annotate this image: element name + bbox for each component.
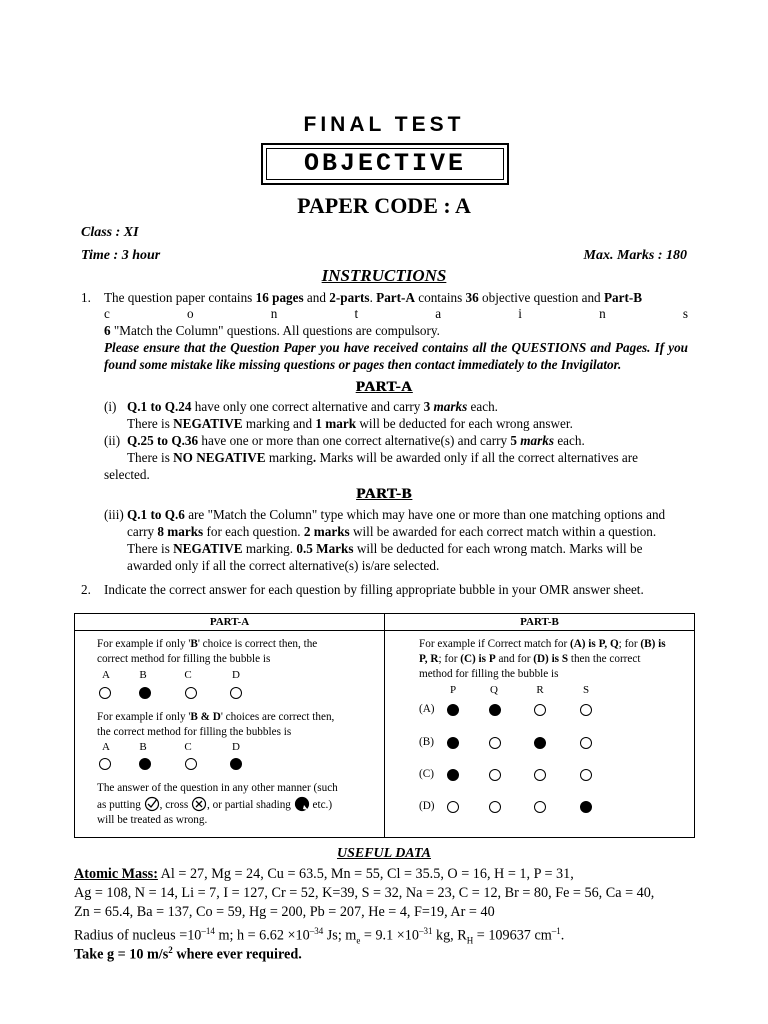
match-col-label-q: Q — [490, 684, 498, 696]
class-label: Class : XI — [81, 225, 139, 240]
item1-spread-line: c o n t a i n s — [104, 306, 688, 321]
match-bubble-p — [447, 737, 459, 749]
match-bubble-s — [580, 801, 592, 813]
match-bubble-r — [534, 737, 546, 749]
part-b-example-text: For example if Correct match for (A) is P, Q; for (B) is P, R; for (C) is P and for (D) is S then the correct method for filling the bubble is — [419, 638, 666, 680]
atomic-mass-line1: Atomic Mass: Al = 27, Mg = 24, Cu = 63.5, Mn = 55, Cl = 35.5, O = 16, H = 1, P = 31, — [74, 866, 574, 882]
part-a-example-cell — [75, 631, 385, 838]
part-a-example2-text: For example if only 'B & D' choices are correct then, the correct method for filling the bubbles is — [97, 711, 335, 738]
match-bubble-q — [489, 737, 501, 749]
part-a-i-line: Q.1 to Q.24 have only one correct alternative and carry 3 marks each. — [127, 399, 498, 414]
part-a-i-number: (i) — [104, 399, 117, 414]
part-a-heading: PART-A — [355, 379, 413, 395]
option-label-d: D — [232, 741, 240, 753]
partial-shading-bubble-icon — [294, 796, 310, 812]
match-row-label: (B) — [419, 736, 434, 748]
part-a-ii-selected: selected. — [104, 467, 150, 482]
part-a-example1-text: For example if only 'B' choice is correct then, the correct method for filling the bubble is — [97, 638, 318, 665]
option-label-a: A — [102, 669, 110, 681]
match-bubble-s — [580, 769, 592, 781]
objective-label: OBJECTIVE — [266, 148, 504, 180]
part-a-i-negative-line: There is NEGATIVE marking and 1 mark will be deducted for each wrong answer. — [127, 416, 573, 431]
item2-text: Indicate the correct answer for each question by filling appropriate bubble in your OMR answer sheet. — [104, 582, 644, 597]
cross-bubble-icon — [191, 796, 207, 812]
match-bubble-p — [447, 801, 459, 813]
instructions-heading: INSTRUCTIONS — [321, 266, 447, 285]
part-b-iii-line1: Q.1 to Q.6 are "Match the Column" type which may have one or more than one matching options and — [127, 507, 666, 522]
option-bubble-c — [185, 687, 197, 699]
option-label-a: A — [102, 741, 110, 753]
constants-line: Radius of nucleus $=10^{-14}$ m; $h = 6.62 \times 10^{-34}$ Js; $m_e = 9.1 \times 10^{-31}$ kg, $R_H = 109637$ $cm^{-1}$. — [74, 926, 565, 946]
time-label: Time : 3 hour — [81, 248, 161, 263]
option-bubble-c — [185, 758, 197, 770]
part-b-column-header: PART-B — [385, 614, 695, 631]
part-b-iii-line4: awarded only if all the correct alternative(s) is/are selected. — [127, 558, 440, 573]
match-bubble-q — [489, 704, 501, 716]
item1-line1: The question paper contains 16 pages and 2-parts. Part-A contains 36 objective question and Part-B — [104, 290, 643, 305]
item1-line3: 6 "Match the Column" questions. All questions are compulsory. — [104, 323, 440, 338]
part-a-ii-negative-line: There is NO NEGATIVE marking. Marks will be awarded only if all the correct alternatives are — [127, 450, 638, 465]
match-row-label: (D) — [419, 800, 435, 812]
objective-box — [261, 143, 509, 185]
option-label-b: B — [139, 669, 147, 681]
match-col-label-s: S — [582, 684, 590, 696]
option-bubble-d — [230, 687, 242, 699]
option-bubble-b — [139, 687, 151, 699]
part-b-iii-line3: There is NEGATIVE marking. 0.5 Marks will be deducted for each wrong match. Marks will be — [127, 541, 643, 556]
option-label-c: C — [184, 669, 192, 681]
match-col-label-p: P — [449, 684, 457, 696]
useful-data-heading: USEFUL DATA — [336, 846, 431, 861]
atomic-mass-line3: Zn = 65.4, Ba = 137, Co = 59, Hg = 200, Pb = 207, He = 4, F=19, Ar = 40 — [74, 904, 495, 920]
match-bubble-r — [534, 801, 546, 813]
part-b-example-cell — [385, 631, 695, 838]
option-bubble-a — [99, 687, 111, 699]
match-col-label-r: R — [536, 684, 544, 696]
part-a-example3-text: The answer of the question in any other manner (such as putting , cross , or partial shading etc.) will be treated as wrong. — [97, 782, 338, 826]
option-bubble-b — [139, 758, 151, 770]
option-bubble-d — [230, 758, 242, 770]
option-bubble-a — [99, 758, 111, 770]
part-b-iii-number: (iii) — [104, 507, 124, 522]
match-row-label: (A) — [419, 703, 435, 715]
match-bubble-p — [447, 704, 459, 716]
paper-code: PAPER CODE : A — [297, 193, 471, 218]
match-bubble-r — [534, 704, 546, 716]
match-bubble-q — [489, 769, 501, 781]
part-b-iii-line2: carry 8 marks for each question. 2 marks will be awarded for each correct match within a question. — [127, 524, 657, 539]
tick-bubble-icon — [144, 796, 160, 812]
item2-number: 2. — [81, 582, 91, 597]
test-title: FINAL TEST — [303, 113, 465, 136]
part-a-column-header: PART-A — [75, 614, 385, 631]
part-b-heading: PART-B — [356, 486, 412, 502]
part-a-ii-number: (ii) — [104, 433, 121, 448]
match-bubble-r — [534, 769, 546, 781]
match-bubble-p — [447, 769, 459, 781]
option-label-d: D — [232, 669, 240, 681]
option-label-b: B — [139, 741, 147, 753]
item1-note: Please ensure that the Question Paper you have received contains all the QUESTIONS and Pages. If you found some mistake like missing questions or pages then contact immediately to the Invigilator. — [104, 340, 688, 372]
gravity-line: Take g = 10 $m/s^2$ where ever required. — [74, 945, 302, 963]
part-a-ii-line: Q.25 to Q.36 have one or more than one correct alternative(s) and carry 5 marks each. — [127, 433, 585, 448]
item1-number: 1. — [81, 290, 91, 305]
match-bubble-q — [489, 801, 501, 813]
match-row-label: (C) — [419, 768, 434, 780]
atomic-mass-line2: Ag = 108, N = 14, Li = 7, I = 127, Cr = 52, K=39, S = 32, Na = 23, C = 12, Br = 80, Fe = 56, Ca = 40, — [74, 885, 655, 901]
option-label-c: C — [184, 741, 192, 753]
omr-example-table — [74, 613, 695, 838]
match-bubble-s — [580, 737, 592, 749]
max-marks-label: Max. Marks : 180 — [583, 248, 687, 263]
match-bubble-s — [580, 704, 592, 716]
